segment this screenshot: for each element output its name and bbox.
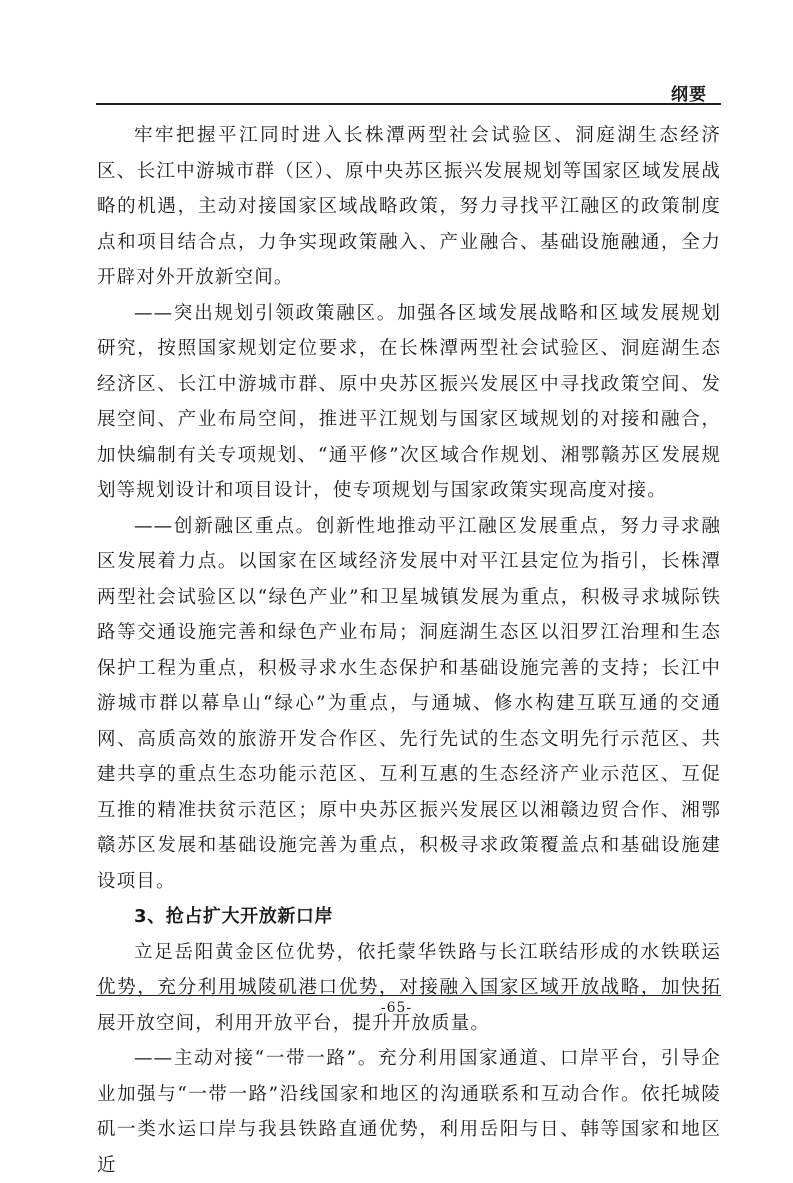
header-label: 纲要 — [671, 85, 707, 105]
paragraph-intro: 牢牢把握平江同时进入长株潭两型社会试验区、洞庭湖生态经济区、长江中游城市群（区）、原中央苏区振兴发展规划等国家区域发展战略的机遇，主动对接国家区域战略政策，努力寻找平江融区的政策制度点和项目结合点，力争实现政策融入、产业融合、基础设施融通，全力开辟对外开放新空间。 — [97, 125, 721, 288]
page-body — [97, 118, 721, 1183]
section-heading: 3、抢占扩大开放新口岸 — [134, 906, 334, 927]
page-number: -65- — [380, 1000, 413, 1016]
paragraph-opening-ports: 立足岳阳黄金区位优势，依托蒙华铁路与长江联结形成的水铁联运优势，充分利用城陵矶港口优势，对接融入国家区域开放战略，加快拓展开放空间，利用开放平台，提升开放质量。 — [97, 941, 721, 1034]
paragraph-belt-and-road: ——主动对接“一带一路”。充分利用国家通道、口岸平台，引导企业加强与“一带一路”沿线国家和地区的沟通联系和互动合作。依托城陵矶一类水运口岸与我县铁路直通优势，利用岳阳与日、韩等国家和地区近 — [97, 1048, 721, 1176]
paragraph-planning-guidance: ——突出规划引领政策融区。加强各区域发展战略和区域发展规划研究，按照国家规划定位要求，在长株潭两型社会试验区、洞庭湖生态经济区、长江中游城市群、原中央苏区振兴发展区中寻找政策空间、发展空间、产业布局空间，推进平江规划与国家区域规划的对接和融合，加快编制有关专项规划、“通平修”次区域合作规划、湘鄂赣苏区发展规划等规划设计和项目设计，使专项规划与国家政策实现高度对接。 — [97, 302, 721, 501]
paragraph-integration-focus: ——创新融区重点。创新性地推动平江融区发展重点，努力寻求融区发展着力点。以国家在区域经济发展中对平江县定位为指引，长株潭两型社会试验区以“绿色产业”和卫星城镇发展为重点，积极寻求城际铁路等交通设施完善和绿色产业布局；洞庭湖生态区以汨罗江治理和生态保护工程为重点，积极寻求水生态保护和基础设施完善的支持；长江中游城市群以幕阜山“绿心”为重点，与通城、修水构建互联互通的交通网、高质高效的旅游开发合作区、先行先试的生态文明先行示范区、共建共享的重点生态功能示范区、互利互惠的生态经济产业示范区、互促互推的精准扶贫示范区；原中央苏区振兴发展区以湘赣边贸合作、湘鄂赣苏区发展和基础设施完善为重点，积极寻求政策覆盖点和基础设施建设项目。 — [97, 515, 721, 892]
footer-rule — [96, 995, 721, 996]
header-rule — [96, 103, 721, 105]
